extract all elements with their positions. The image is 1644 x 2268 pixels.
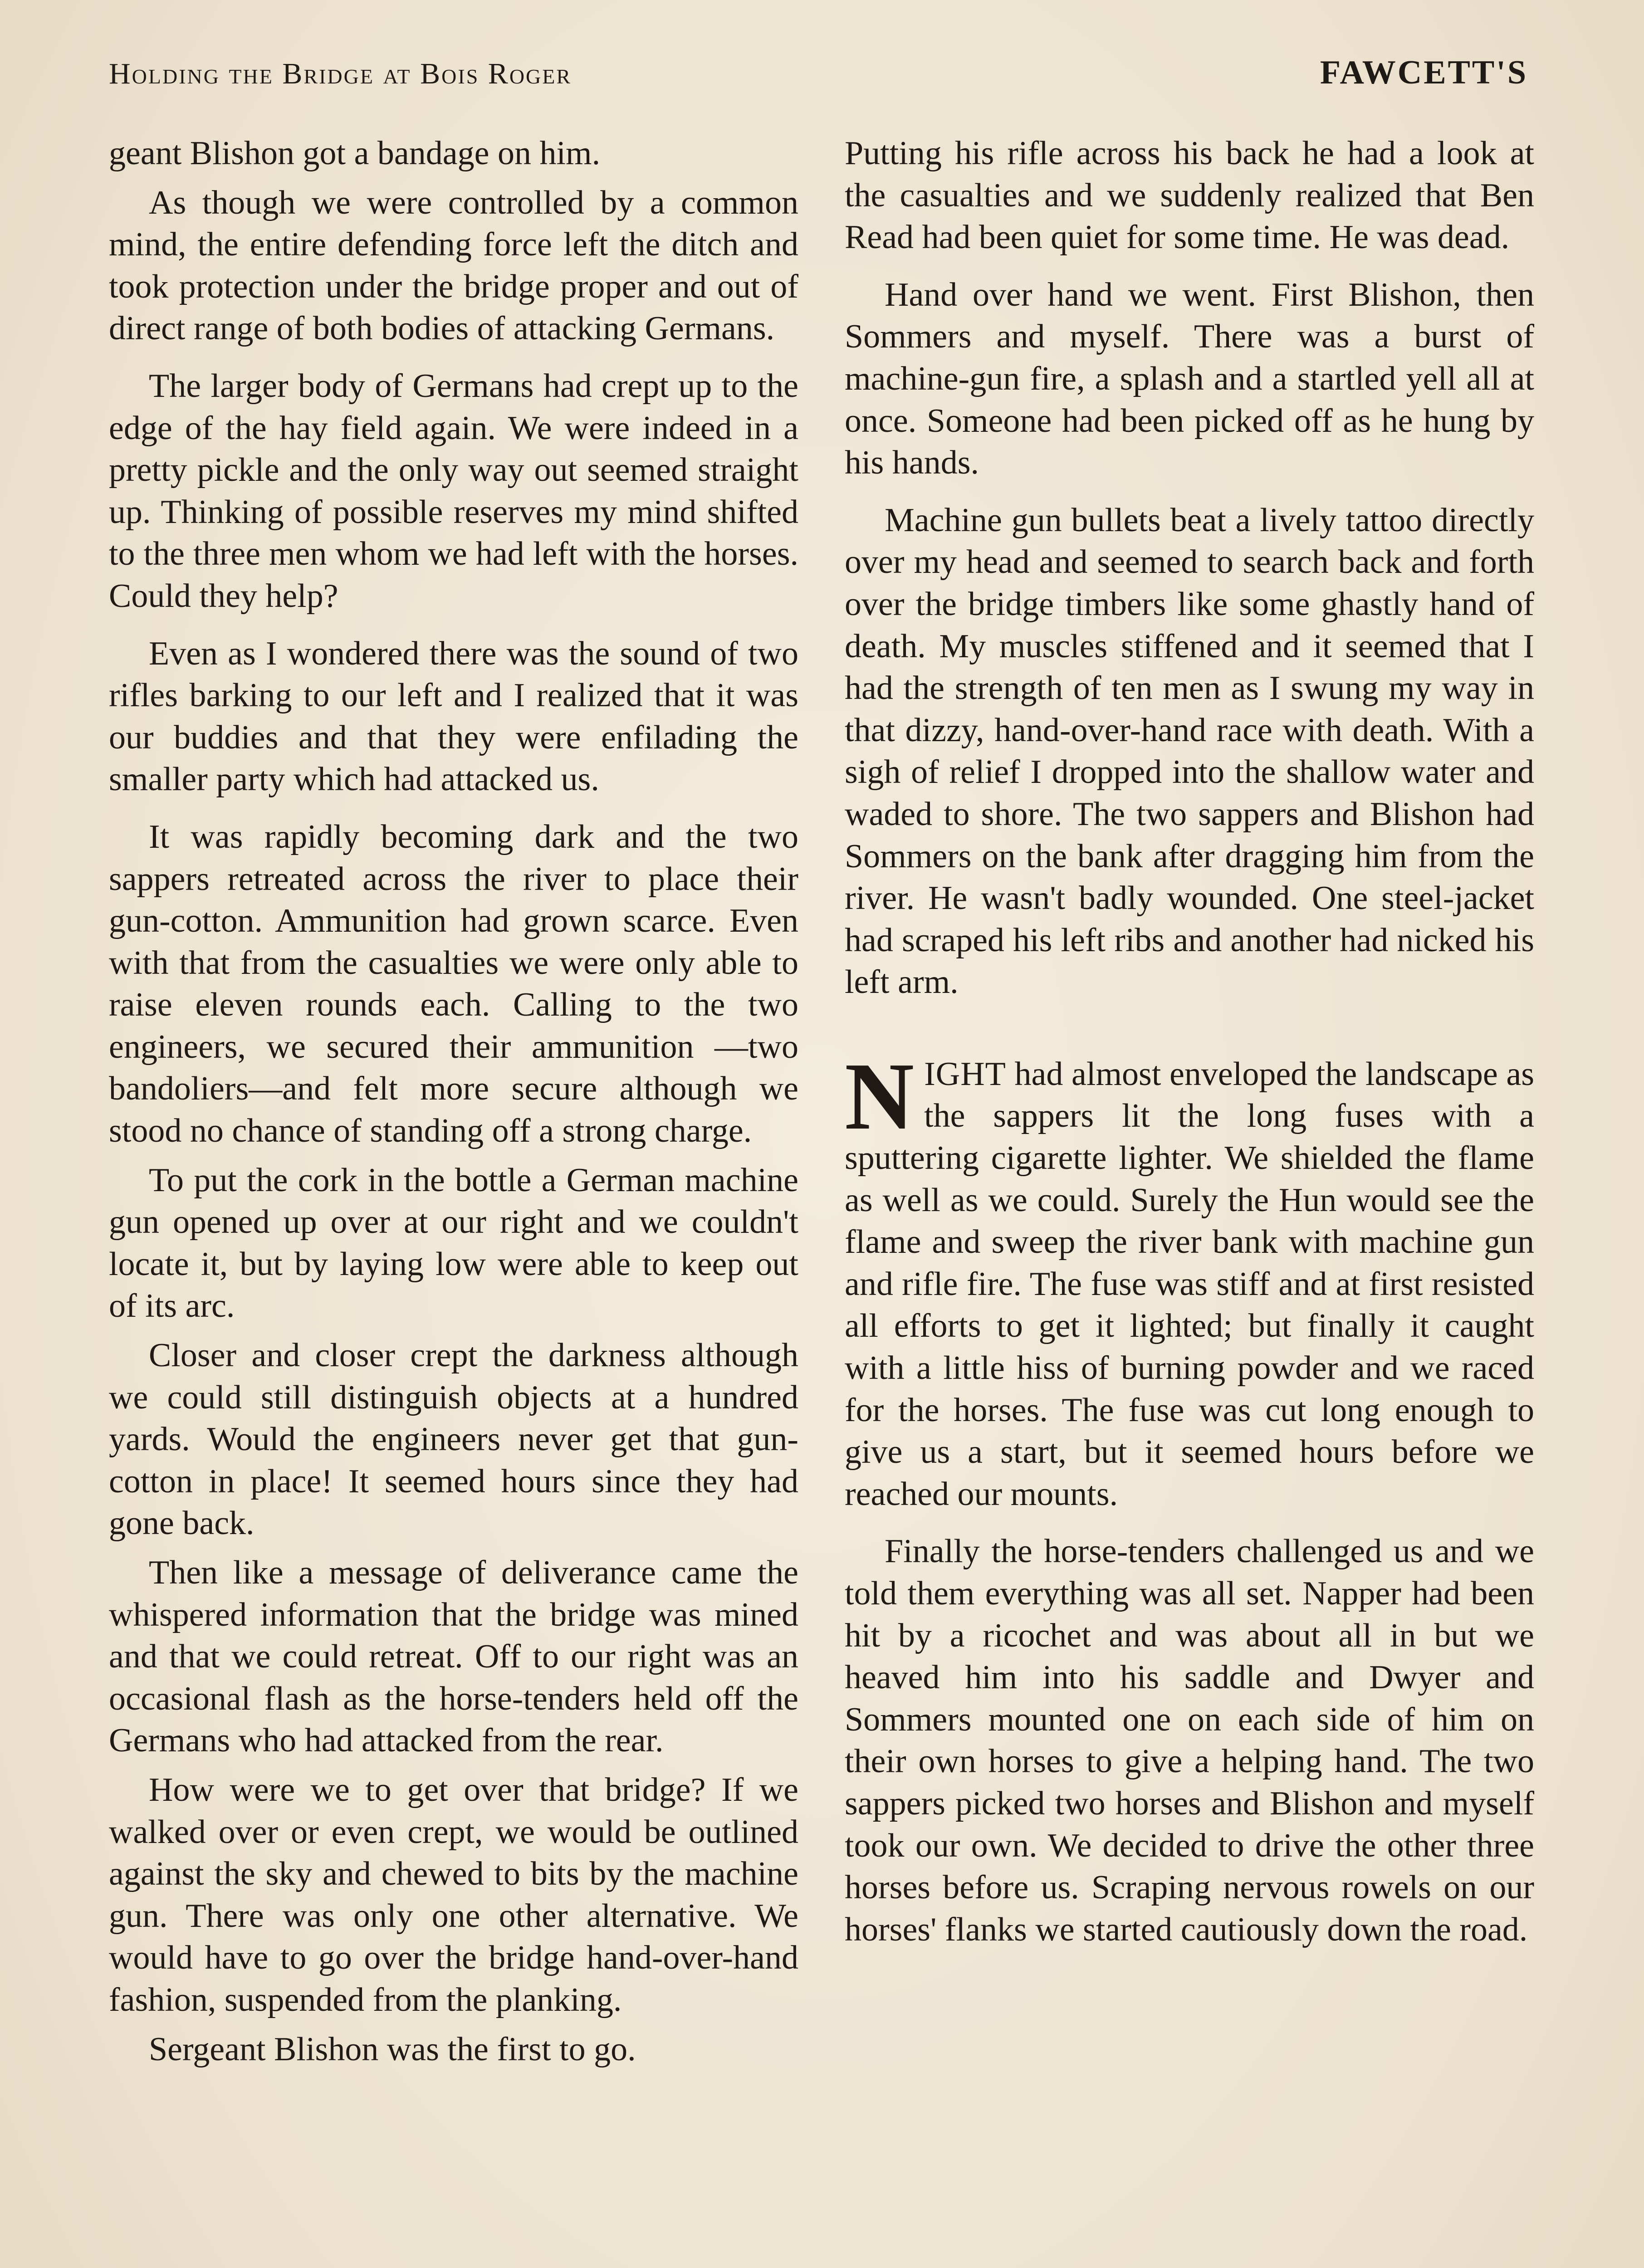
magazine-name: FAWCETT'S xyxy=(1320,54,1528,91)
paragraph: Hand over hand we went. First Blishon, then Sommers and myself. There was a burst of machine-gun fire, a splash and a startled yell all at once. Someone had been picked off as he hung by his hands. xyxy=(845,276,1534,482)
paragraph: To put the cork in the bottle a German machine gun opened up over at our right and we couldn't locate it, but by laying low were able to keep out of its arc. xyxy=(109,1161,798,1325)
paragraph: The larger body of Germans had crept up to the edge of the hay field again. We were indeed in a pretty pickle and the only way out seemed straight up. Thinking of possible reserves my mind shifted to the three men whom we had left with the horses. Could they help? xyxy=(109,367,798,615)
paragraph: Putting his rifle across his back he had a look at the casualties and we suddenly realized that Ben Read had been quiet for some time. He was dead. xyxy=(845,135,1534,256)
drop-cap: N xyxy=(845,1042,915,1149)
paragraph: Then like a message of deliverance came the whispered information that the bridge was mined and that we could retreat. Off to our right was an occasional flash as the horse-tenders held off the Germans who had attacked from the rear. xyxy=(109,1554,798,1760)
paragraph: How were we to get over that bridge? If we walked over or even crept, we would be outlined against the sky and chewed to bits by the machine gun. There was only one other alternative. We would have to go over the bridge hand-over-hand fashion, suspended from the planking. xyxy=(109,1771,798,2019)
paragraph: As though we were controlled by a common mind, the entire defending force left the ditch and took protection under the bridge proper and out of direct range of both bodies of attacking Germans. xyxy=(109,184,798,347)
section-opening-paragraph xyxy=(845,1042,1534,1515)
running-head xyxy=(109,54,1528,94)
paragraph: Finally the horse-tenders challenged us and we told them everything was all set. Napper had been hit by a ricochet and was about all in but we heaved him into his saddle and Dwyer and Sommers mounted one on each side of him on their own horses to give a helping hand. The two sappers picked two horses and Blishon and myself took our own. We decided to drive the other three horses before us. Scraping nervous rowels on our horses' flanks we started cautiously down the road. xyxy=(845,1533,1534,1948)
paragraph: Machine gun bullets beat a lively tattoo directly over my head and seemed to search back and forth over the bridge timbers like some ghastly hand of death. My muscles stiffened and it seemed that I had the strength of ten men as I swung my way in that dizzy, hand-over-hand race with death. With a sigh of relief I dropped into the shallow water and waded to shore. The two sappers and Blishon had Sommers on the bank after dragging him from the river. He wasn't badly wounded. One steel-jacket had scraped his left ribs and another had nicked his left arm. xyxy=(845,501,1534,1001)
section-text: had almost enveloped the landscape as the sappers lit the long fuses with a sputtering cigarette lighter. We shielded the flame as well as we could. Surely the Hun would see the flame and sweep the river bank with machine gun and rifle fire. The fuse was stiff and at first resisted all efforts to get it lighted; but finally it caught with a little hiss of burning powder and we raced for the horses. The fuse was cut long enough to give us a start, but it seemed hours before we reached our mounts. xyxy=(845,1055,1534,1513)
paragraph: It was rapidly becoming dark and the two sappers retreated across the river to place their gun-cotton. Ammunition had grown scarce. Even with that from the casualties we were only able to raise eleven rounds each. Calling to the two engineers, we secured their ammunition —two bandoliers—and felt more secure although we stood no chance of standing off a strong charge. xyxy=(109,818,798,1150)
paragraph: geant Blishon got a bandage on him. xyxy=(109,135,601,172)
story-title: Holding the Bridge at Bois Roger xyxy=(109,57,572,90)
paragraph: Closer and closer crept the darkness although we could still distinguish objects at a hundred yards. Would the engineers never get that gun-cotton in place! It seemed hours since they had gone back. xyxy=(109,1337,798,1542)
paragraph: Even as I wondered there was the sound of two rifles barking to our left and I realized that it was our buddies and that they were enfilading the smaller party which had attacked us. xyxy=(109,635,798,798)
section-lead-word: IGHT xyxy=(924,1055,1006,1093)
right-column xyxy=(845,132,1534,1966)
paragraph: Sergeant Blishon was the first to go. xyxy=(149,2030,636,2068)
left-column xyxy=(109,132,798,2077)
